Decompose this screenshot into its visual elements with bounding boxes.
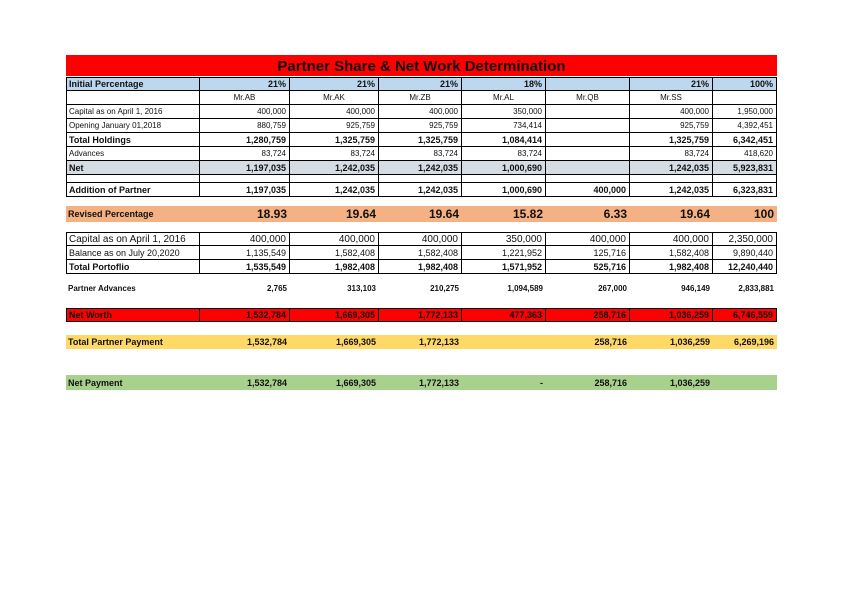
row-label[interactable]: Opening January 01,2018: [66, 119, 200, 133]
cell-value[interactable]: 19.64: [679, 207, 710, 221]
cell-value[interactable]: 1,325,759: [379, 133, 462, 147]
cell-value[interactable]: 6,746,559: [713, 308, 777, 322]
row-total-portfolio: [66, 260, 777, 274]
cell-value[interactable]: 83,724: [290, 147, 379, 161]
row-balance-2020: [66, 246, 777, 260]
cell-value[interactable]: 19.64: [428, 207, 459, 221]
row-label[interactable]: Total Holdings: [66, 133, 200, 147]
cell-value[interactable]: 267,000: [598, 283, 627, 293]
cell-value[interactable]: 1,669,305: [290, 308, 379, 322]
cell-value[interactable]: 83,724: [630, 147, 713, 161]
cell-value[interactable]: 21%: [290, 77, 379, 91]
cell-value[interactable]: 21%: [630, 77, 713, 91]
row-label[interactable]: Balance as on July 20,2020: [66, 246, 200, 260]
cell-value[interactable]: 400,000: [546, 232, 630, 246]
cell-value[interactable]: 400,000: [200, 105, 290, 119]
cell-value[interactable]: [713, 91, 777, 105]
spreadsheet: [66, 55, 777, 388]
cell-value[interactable]: Mr.ZB: [379, 91, 462, 105]
cell-value[interactable]: 18%: [462, 77, 546, 91]
cell-value[interactable]: 83,724: [200, 147, 290, 161]
row-total-partner-payment: [66, 335, 777, 349]
cell-value[interactable]: 880,759: [200, 119, 290, 133]
cell-value[interactable]: [546, 119, 630, 133]
row-label[interactable]: [66, 175, 200, 183]
cell-value[interactable]: 1,982,408: [290, 260, 379, 274]
cell-value[interactable]: 350,000: [462, 105, 546, 119]
cell-value[interactable]: 1,135,549: [200, 246, 290, 260]
cell-value[interactable]: 477,363: [462, 308, 546, 322]
cell-value[interactable]: 1,242,035: [630, 183, 713, 197]
cell-value[interactable]: 734,414: [462, 119, 546, 133]
cell-value[interactable]: 925,759: [290, 119, 379, 133]
cell-value[interactable]: 1,036,259: [630, 308, 713, 322]
cell-value[interactable]: 1,036,259: [669, 377, 710, 388]
cell-value[interactable]: 210,275: [430, 283, 459, 293]
cell-value[interactable]: 418,620: [713, 147, 777, 161]
cell-value[interactable]: 6.33: [603, 207, 627, 221]
cell-value[interactable]: 1,532,784: [246, 377, 287, 388]
cell-value[interactable]: 1,325,759: [630, 133, 713, 147]
row-blank: [66, 175, 777, 183]
row-initial-percentage: [66, 77, 777, 91]
row-advances: [66, 147, 777, 161]
row-label[interactable]: Total Partner Payment: [68, 337, 163, 347]
cell-value[interactable]: 925,759: [630, 119, 713, 133]
cell-value[interactable]: 1,197,035: [200, 161, 290, 175]
cell-value[interactable]: [379, 175, 462, 183]
row-label[interactable]: Capital as on April 1, 2016: [66, 232, 200, 246]
cell-value[interactable]: [290, 175, 379, 183]
cell-value[interactable]: 400,000: [379, 105, 462, 119]
row-label[interactable]: Net Payment: [68, 377, 123, 388]
row-label[interactable]: Net Worth: [66, 308, 200, 322]
cell-value[interactable]: 100: [753, 207, 774, 221]
cell-value[interactable]: [546, 161, 630, 175]
row-partner-names: [66, 91, 777, 105]
cell-value[interactable]: 1,982,408: [379, 260, 462, 274]
cell-value[interactable]: 1,532,784: [246, 337, 287, 347]
cell-value[interactable]: 525,716: [546, 260, 630, 274]
row-label[interactable]: Partner Advances: [68, 283, 136, 293]
cell-value[interactable]: 1,571,952: [462, 260, 546, 274]
cell-value[interactable]: 6,269,196: [733, 337, 774, 347]
cell-value[interactable]: 1,582,408: [630, 246, 713, 260]
cell-value[interactable]: 1,242,035: [290, 161, 379, 175]
cell-value[interactable]: [200, 175, 290, 183]
cell-value[interactable]: 2,765: [266, 283, 287, 293]
cell-value[interactable]: [630, 175, 713, 183]
cell-value[interactable]: 400,000: [379, 232, 462, 246]
cell-value[interactable]: 1,000,690: [462, 183, 546, 197]
row-label[interactable]: Revised Percentage: [68, 209, 154, 219]
cell-value[interactable]: 1,669,305: [335, 337, 376, 347]
cell-value[interactable]: 1,535,549: [200, 260, 290, 274]
cell-value[interactable]: [462, 335, 546, 349]
cell-value[interactable]: 925,759: [379, 119, 462, 133]
cell-value[interactable]: 1,772,133: [418, 337, 459, 347]
cell-value[interactable]: 400,000: [200, 232, 290, 246]
cell-value[interactable]: 1,669,305: [335, 377, 376, 388]
cell-value[interactable]: 2,350,000: [713, 232, 777, 246]
cell-value[interactable]: Mr.QB: [546, 91, 630, 105]
cell-value[interactable]: 83,724: [462, 147, 546, 161]
cell-value[interactable]: 1,582,408: [379, 246, 462, 260]
row-net-payment: [66, 375, 777, 390]
cell-value[interactable]: [713, 175, 777, 183]
cell-value[interactable]: 1,772,133: [418, 377, 459, 388]
cell-value[interactable]: 1,242,035: [379, 183, 462, 197]
cell-value[interactable]: 400,000: [290, 105, 379, 119]
cell-value[interactable]: 1,094,589: [507, 283, 543, 293]
row-net-worth: [66, 308, 777, 322]
cell-value[interactable]: Mr.SS: [630, 91, 713, 105]
cell-value[interactable]: 350,000: [462, 232, 546, 246]
cell-value[interactable]: 1,242,035: [630, 161, 713, 175]
cell-value[interactable]: 83,724: [379, 147, 462, 161]
cell-value[interactable]: 100%: [713, 77, 777, 91]
cell-value[interactable]: 313,103: [347, 283, 376, 293]
cell-value[interactable]: 125,716: [546, 246, 630, 260]
cell-value[interactable]: 18.93: [256, 207, 287, 221]
cell-value[interactable]: [546, 175, 630, 183]
cell-value[interactable]: 15.82: [512, 207, 543, 221]
cell-value[interactable]: 6,342,451: [713, 133, 777, 147]
cell-value[interactable]: 1,582,408: [290, 246, 379, 260]
cell-value[interactable]: 4,392,451: [713, 119, 777, 133]
row-net: [66, 161, 777, 175]
row-label[interactable]: Addition of Partner: [66, 183, 200, 197]
cell-value[interactable]: 1,325,759: [290, 133, 379, 147]
row-label[interactable]: Capital as on April 1, 2016: [66, 105, 200, 119]
cell-value[interactable]: 1,197,035: [200, 183, 290, 197]
cell-value[interactable]: 19.64: [345, 207, 376, 221]
cell-value[interactable]: 21%: [379, 77, 462, 91]
cell-value[interactable]: Mr.AL: [462, 91, 546, 105]
cell-value[interactable]: Mr.AK: [290, 91, 379, 105]
row-label[interactable]: Total Portoflio: [66, 260, 200, 274]
cell-value[interactable]: 1,982,408: [630, 260, 713, 274]
row-addition-of-partner: [66, 183, 777, 197]
cell-value[interactable]: [546, 77, 630, 91]
cell-value[interactable]: 1,000,690: [462, 161, 546, 175]
cell-value[interactable]: 258,716: [594, 377, 627, 388]
cell-value[interactable]: 400,000: [290, 232, 379, 246]
row-capital-2016: [66, 105, 777, 119]
sheet-title: Partner Share & Net Work Determination: [66, 55, 777, 76]
cell-value[interactable]: 2,833,881: [738, 283, 774, 293]
row-label[interactable]: Net: [66, 161, 200, 175]
row-label[interactable]: Advances: [66, 147, 200, 161]
cell-value[interactable]: 1,532,784: [200, 308, 290, 322]
row-label[interactable]: Initial Percentage: [66, 77, 200, 91]
cell-value[interactable]: 258,716: [546, 308, 630, 322]
row-capital-2016-b: [66, 232, 777, 246]
row-total-holdings: [66, 133, 777, 147]
cell-value[interactable]: 258,716: [594, 337, 627, 347]
cell-value[interactable]: 400,000: [630, 232, 713, 246]
cell-value[interactable]: 1,221,952: [462, 246, 546, 260]
cell-value[interactable]: [462, 175, 546, 183]
cell-value[interactable]: 21%: [200, 77, 290, 91]
row-label[interactable]: [66, 91, 200, 105]
cell-value[interactable]: [546, 105, 630, 119]
cell-value[interactable]: 1,242,035: [379, 161, 462, 175]
cell-value[interactable]: 1,772,133: [379, 308, 462, 322]
cell-value[interactable]: 1,242,035: [290, 183, 379, 197]
cell-value[interactable]: 12,240,440: [713, 260, 777, 274]
cell-value[interactable]: 1,950,000: [713, 105, 777, 119]
row-opening-2018: [66, 119, 777, 133]
cell-value[interactable]: [546, 147, 630, 161]
cell-value[interactable]: 1,036,259: [669, 337, 710, 347]
cell-value[interactable]: 1,280,759: [200, 133, 290, 147]
cell-value[interactable]: [546, 133, 630, 147]
cell-value[interactable]: 400,000: [630, 105, 713, 119]
cell-value[interactable]: 946,149: [681, 283, 710, 293]
row-partner-advances: [66, 281, 777, 295]
cell-value[interactable]: [713, 375, 777, 390]
cell-value[interactable]: 1,084,414: [462, 133, 546, 147]
cell-value[interactable]: 5,923,831: [713, 161, 777, 175]
row-revised-percentage: [66, 206, 777, 222]
cell-value[interactable]: 6,323,831: [713, 183, 777, 197]
cell-value[interactable]: Mr.AB: [200, 91, 290, 105]
cell-value[interactable]: 400,000: [546, 183, 630, 197]
cell-value[interactable]: -: [540, 377, 543, 388]
cell-value[interactable]: 9,890,440: [713, 246, 777, 260]
